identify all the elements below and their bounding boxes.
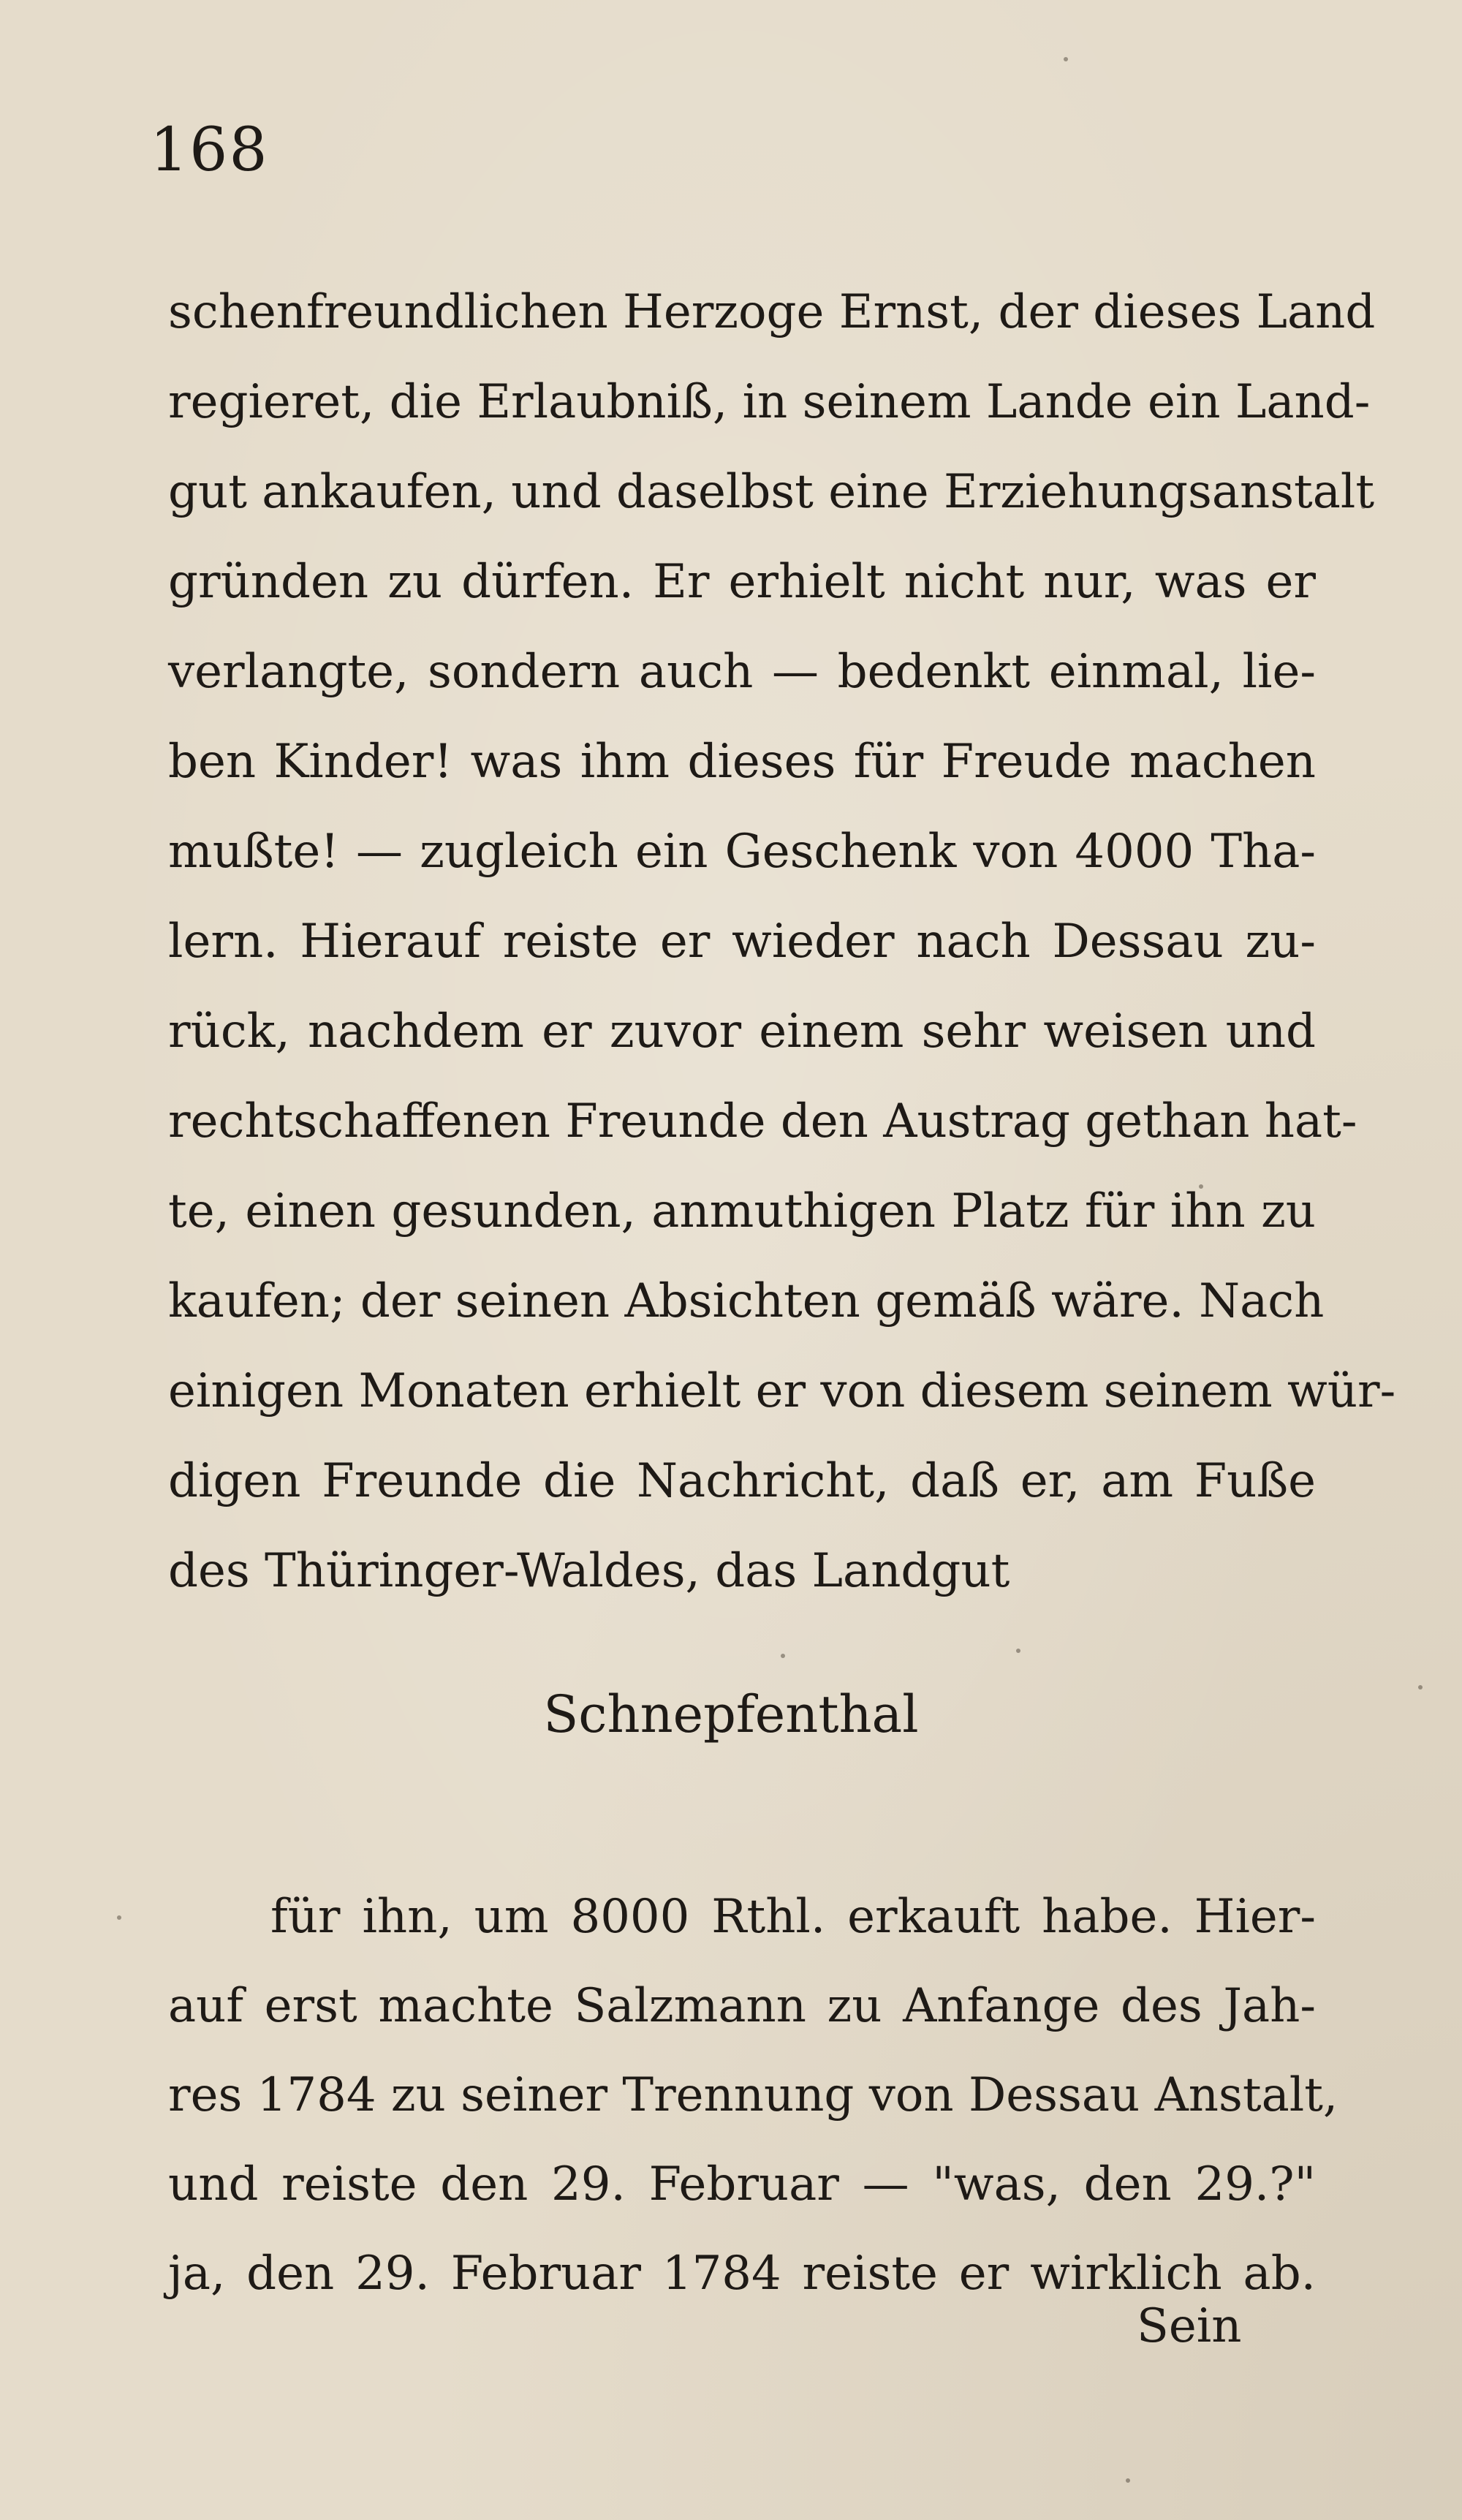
text-line: für ihn, um 8000 Rthl. erkauft habe. Hier- — [270, 1890, 1316, 1944]
paragraph-2 — [168, 1890, 1338, 2301]
text-line: gut ankaufen, und daselbst eine Erziehungsanstalt — [168, 465, 1375, 519]
section-heading: Schnepfenthal — [543, 1684, 919, 1744]
text-line-last: des Thüringer-Waldes, das Landgut — [168, 1544, 1010, 1598]
paper-speck — [1126, 2478, 1130, 2483]
text-line: mußte! — zugleich ein Geschenk von 4000 Tha- — [168, 825, 1316, 879]
text-line: und reiste den 29. Februar — "was, den 29.?" — [168, 2157, 1316, 2211]
paragraph-1 — [168, 285, 1396, 1598]
page-number: 168 — [150, 116, 269, 185]
paper-speck — [1064, 57, 1068, 61]
text-line: res 1784 zu seiner Trennung von Dessau Anstalt, — [168, 2068, 1338, 2122]
text-line: gründen zu dürfen. Er erhielt nicht nur, was er — [168, 555, 1316, 609]
paper-speck — [1016, 1649, 1020, 1653]
text-line: auf erst machte Salzmann zu Anfange des Jah- — [168, 1979, 1316, 2033]
text-line: lern. Hierauf reiste er wieder nach Dessau zu- — [168, 915, 1316, 969]
catchword: Sein — [1137, 2299, 1242, 2353]
paper-speck — [781, 1654, 785, 1658]
paper-speck — [117, 1915, 121, 1920]
text-line: digen Freunde die Nachricht, daß er, am Fuße — [168, 1454, 1316, 1508]
text-line: regieret, die Erlaubniß, in seinem Lande ein Land- — [168, 375, 1371, 429]
text-line: schenfreundlichen Herzoge Ernst, der dieses Land — [168, 285, 1376, 339]
text-line: ja, den 29. Februar 1784 reiste er wirklich ab. — [168, 2247, 1316, 2301]
text-line: rechtschaffenen Freunde den Austrag gethan hat- — [168, 1094, 1357, 1149]
text-line: ben Kinder! was ihm dieses für Freude machen — [168, 735, 1316, 789]
text-line: verlangte, sondern auch — bedenkt einmal, lie- — [168, 645, 1316, 699]
text-line: te, einen gesunden, anmuthigen Platz für ihn zu — [168, 1184, 1316, 1238]
text-line: rück, nachdem er zuvor einem sehr weisen und — [168, 1004, 1316, 1059]
text-line: kaufen; der seinen Absichten gemäß wäre. Nach — [168, 1274, 1325, 1328]
text-line: einigen Monaten erhielt er von diesem seinem wür- — [168, 1364, 1396, 1418]
